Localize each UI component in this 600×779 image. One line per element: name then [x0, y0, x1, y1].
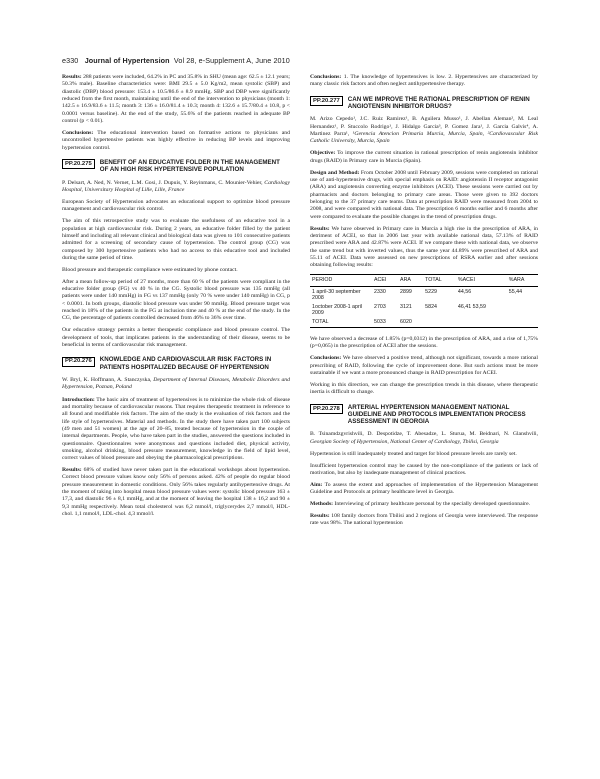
abstract-paragraph: The aim of this retrospective study was to evaluate the usefulness of an educative tool in a population at high cardiovascular risk. During 2 years, an educative folder filled by the patient himself and including all relevant clinical and biological data was given to 101 consecutive patients admitted for a screening of secondary cause of hypertension. The control group (CG) was composed by 300 hypertensive patients who had no access to this educative tool and included during the same period of time.: [62, 218, 290, 262]
section-label: Methods:: [310, 501, 334, 508]
table-cell: [507, 303, 538, 318]
prev-conclusions: Conclusions: The educational intervention based on formative actions to physicians and uncontrolled hypertensive patients was highly effective in reducing BP levels and improving hypertension control.: [62, 129, 290, 151]
abstract-code: PP.20.278: [310, 404, 343, 414]
abstract-authors: [310, 116, 538, 145]
abstract-title: ARTERIAL HYPERTENSION MANAGEMENT NATIONAL GUIDELINE AND PROTOCOLS IMPLEMENTATION PROCESS ASSESSMENT IN GEORGIA: [347, 403, 526, 426]
abstract-title: CAN WE IMPROVE THE RATIONAL PRESCRIPTION OF RENIN ANGIOTENSIN INHIBITOR DRUGS?: [347, 95, 530, 110]
abstract-results: Results: 68% of studied have never taken part in the educational workshops about hypertension. Correct blood pressure values know only 56% of persons asked. 42% of people do regular blood pressure measurement in domestic conditions. Only 56% takes regularly antihypertensive drugs. At the moment of taking into hospital mean blood pressure values were: systolic blood pressure 163 ± 17,3, and diastolic 96 ± 8,1 mmHg, and at the moment of leaving the hospital 138 ± 16,2 and 90 ± 9,3 mmHg respectively. Mean total cholesterol was 6,2 mmol/l, triglycerydes 2,7 mmol/l, HDL-chol. 1,1 mmol/l, LDL-chol. 4,3 mmol/l.: [62, 467, 290, 518]
abstract-275-heading: [62, 159, 290, 174]
prev-results: Results: 288 patients were included, 64.2% in PC and 35.8% in SHU (mean age: 62.5 ± 12.1 years; 50.3% male). Baseline characteristics were: BMI 29.5 ± 5.0 Kg/m2, mean systolic (SBP) and diastolic (DBP) blood pressure: 153.4 ± 10.5/86.6 ± 8.9 mmHg. SBP and DBP were significantly reduced from the first month, maintaining until the end of the intervention to physicians (month 1: 142.5 ± 16.9/83.6 ± 11.5; month 3: 136 ± 16.0/81.4 ± 10.3; month 4: 132.6 ± 15.7/80.4 ± 10.8, p < 0.0001 versus baseline). At the end of the study, 55.6% of the patients reached in adequate BP control (p < 0.01).: [62, 74, 290, 125]
table-cell: 2899: [400, 288, 412, 295]
table-cell: 44,56: [457, 288, 472, 295]
results-table: [310, 274, 538, 328]
abstract-results: Results: We have observed in Primary care in Murcia a high rise in the prescription of ARA, in detriment of ACEI, so that in 2006 last year with available national data, 57.13% of RAID prescribed were ARA and 42.87% were ACEI. If we compare these with national data, we observe the same trend but with inverted values, thus the same year 44.89% were prescribed of ARA and 55.11 of ACEI. Data were assessed on new prescriptions of RSRA earlier and after sessions obtaining following results:: [310, 225, 538, 269]
section-label: Conclusions:: [62, 129, 94, 136]
table-cell: 1october 2008-1 april 2009: [312, 304, 363, 317]
abstract-methods: Methods: Interviewing of primary healthcare personal by the specially developed questionnaire.: [310, 501, 531, 508]
table-cell: 2703: [374, 304, 386, 311]
abstract-277-heading: [310, 96, 538, 111]
section-label: Design and Method:: [310, 169, 360, 176]
abstract-paragraph: We have observed a decrease of 1.85% (p=0,0312) in the prescription of ARA, and a rise of 1,75% (p=0,065) in the prescription of ACEI after the sessions.: [310, 336, 538, 350]
table-cell: TOTAL: [310, 318, 372, 328]
abstract-paragraph: European Society of Hypertension advocates an educational support to optimize blood pressure management and cardiovascular risk control.: [62, 199, 290, 213]
column-header: TOTAL: [423, 275, 456, 287]
section-label: Results:: [310, 225, 330, 232]
abstract-278-heading: [310, 404, 538, 426]
column-header: %ARA: [507, 275, 538, 287]
section-label: Results:: [62, 467, 82, 474]
table-cell: [456, 318, 507, 328]
author-affiliation: Department of Internal Diseases, Metabolic Disorders and Hypertension, Poznan, Poland: [62, 376, 290, 391]
table-cell: 1 april-30 september 2008: [312, 288, 361, 301]
abstract-authors: [62, 180, 290, 195]
abstract-title: KNOWLEDGE AND CARDIOVASCULAR RISK FACTORS IN PATIENTS HOSPITALIZED BECAUSE OF HYPERTENSION: [99, 356, 272, 371]
table-row: [310, 318, 538, 328]
section-label: Results:: [62, 74, 82, 80]
section-label: Conclusions:: [310, 355, 342, 362]
abstract-paragraph: Working in this direction, we can change the prescription trends in this disease, where therapeutic inertia is difficult to change.: [310, 381, 538, 396]
column-header: ARA: [398, 275, 423, 287]
table-cell: 6020: [398, 318, 423, 328]
abstract-paragraph: After a mean follow-up period of 27 months, more than 60 % of the patients were compliant in the educative folder group (FG) vs 40 % in the CG. Systolic blood pressure was 135 mmHg (all patients were under 140 mmHg) in FG vs 137 mmHg (only 70 % were under 140 mmHg) in CG, p < 0.0001. In both groups, diastolic blood pressure was under 90 mmHg. Blood pressure target was reached in 18% of the patients in the FG at inclusion time and 40 % at the end of the study. In the CG, the percentage of patients controlled decreased from 46% to 36% over time.: [62, 278, 290, 322]
section-label: Conclusions:: [310, 74, 342, 80]
column-header: %ACEI: [456, 275, 507, 287]
journal-name: Journal of Hypertension: [84, 56, 170, 65]
section-label: Introduction:: [62, 396, 95, 403]
abstract-276-conclusions: Conclusions: 1. The knowledge of hypertensives is low. 2. Hypertensives are characterized by many classic risk factors and often neglect antihypertensive therapy.: [310, 74, 538, 88]
abstract-code: PP.20.275: [62, 159, 95, 169]
author-affiliation: Cardiology Hospital, Universitary Hospital of Lille, Lille, France: [62, 179, 290, 193]
section-label: Objective:: [310, 150, 336, 157]
table-cell: 3121: [400, 304, 412, 311]
abstract-objective: Objective: To improve the current situation in rational prescription of renin angiotensin inhibitor drugs (RAID) in Primary care in Murcia (Spain).: [310, 150, 538, 164]
author-names: B. Tsinamdzgvrishvili, D. Despotidze, T. Abesadze, L. Sturua, M. Beidnari, N. Glanshvili,: [310, 431, 538, 438]
table-cell: 5229: [425, 288, 437, 295]
abstract-authors: [310, 431, 538, 446]
section-label: Results:: [310, 513, 330, 520]
abstract-conclusions: Conclusions: We have observed a positive trend, although not significant, towards a more rational prescribing of RAID, following the cycle of improvement done. But such actions must be more sustainable if we want a more pronounced change in RAID prescription for ACEI.: [310, 355, 538, 377]
abstract-introduction: Introduction: The basic aim of treatment of hypertensives is to minimize the whole risk of disease and mortality because of cardiovascular reasons. That requires therapeutic treatment in reference to all found and modifiable risk factors. The aim of the study is the evaluation of risk factors and the life style of hypertensives. Material and methods. In the study there have taken part 100 subjects (49 men and 51 women) at the age of 20–85, treated because of hypertension in the couple of internal departments. People, who have taken part in the studies, answered the questions included in questionnaire. Questionnaires were anonymous and questions included diet, physical activity, smoking, alcohol drinking, blood pressure measurement, knowledge in the field of lipid level, correct values of blood pressure and obeying the pharmacological prescriptions.: [62, 396, 290, 462]
running-header: [62, 56, 290, 65]
table-cell: 5824: [425, 304, 437, 311]
author-affiliation: Georgian Society of Hypertension, National Center of Cardiology, Tbilisi, Georgia: [310, 438, 499, 445]
table-cell: 2330: [374, 288, 386, 295]
abstract-paragraph: Insufficient hypertension control may be caused by the non-compliance of the patients or lack of motivation, but also by inadequate management of clinical practices.: [310, 462, 538, 477]
abstract-aim: Aim: To assess the extent and approaches of implementation of the Hypertension Management Guideline and Protocols at primary healthcare level in Georgia.: [310, 482, 538, 496]
table-cell: 5033: [372, 318, 398, 328]
abstract-results: Results: 108 family doctors from Tbilisi and 2 regions of Georgia were interviewed. The response rate was 98%. The national hypertension: [310, 513, 538, 527]
table-cell: [423, 318, 456, 328]
table-row: [310, 303, 538, 318]
left-column: [62, 74, 290, 523]
journal-issue: Vol 28, e-Supplement A, June 2010: [173, 56, 290, 65]
section-label: Aim:: [310, 482, 323, 489]
author-names: W. Bryl, K. Hoffmann, A. Stanczyska,: [62, 376, 152, 383]
abstract-authors: [62, 377, 290, 392]
column-header: ACEI: [372, 275, 398, 287]
author-names: P. Delsart, A. Ned, N. Vernet, L.M. Gosi, J. Dupuis, Y. Reyinmans, C. Mounier-Vehier,: [62, 179, 263, 186]
table-cell: 46,41 53,59: [457, 304, 486, 311]
right-column: [310, 74, 538, 532]
abstract-title: BENEFIT OF AN EDUCATIVE FOLDER IN THE MANAGEMENT OF AN HIGH RISK HYPERTENSIVE POPULATION: [99, 158, 280, 174]
abstract-code: PP.20.277: [310, 96, 343, 106]
author-names: M. Arizo Cepedo¹, J.C. Ruiz Ramirez¹, B. Aguilera Musso¹, J. Abellan Aleman², M. Leal Hernandez¹, P. Stuccolo Rodrigo¹, J. Hidalgo Garcia³, P. Gomez Jara¹, J. Garcia Galvis⁴, A. Martinez Parra¹,: [310, 116, 538, 137]
abstract-paragraph: Our educative strategy permits a better therapeutic compliance and blood pressure control. The development of tools, that implicates patients in the understanding of their disease, seems to be beneficial in terms of cardiovascular risk management.: [62, 327, 290, 348]
author-affiliation: ¹Gerencia Atencion Primaria Murcia, Murcia, Spain, ²Cardiovascular Risk Catholic University, Murcia, Spain: [310, 130, 539, 145]
abstract-paragraph: Blood pressure and therapeutic compliance were estimated by phone contact.: [62, 266, 238, 273]
table-cell: 55,44: [508, 288, 523, 295]
table-cell: [507, 318, 538, 328]
abstract-code: PP.20.276: [62, 357, 95, 367]
column-header: PERIOD: [310, 275, 372, 287]
page-number: e330: [62, 56, 79, 65]
abstract-276-heading: [62, 356, 290, 371]
abstract-paragraph: Hypertension is still inadequately treated and target for blood pressure levels are rarely set.: [310, 451, 517, 458]
table-row: [310, 287, 538, 303]
table-header-row: [310, 275, 538, 287]
abstract-design: Design and Method: From October 2008 until February 2009, sessions were completed on rational use of anti-hypertensive drugs, with special emphasis on RAID: angiotensin II receptor antagonist (ARA) and angiotensin converting enzyme inhibitors (ACEI). These sessions were carried out by pharmacists and doctors belonging to primary care areas. Those were given to 392 doctors belonging to the 37 primary care teams. Data at prescription RAID were measured from 2004 to 2008, and were compared with national data. The prescription 6 months earlier and 6 months after were compared to evaluate the possible changes in the trend of prescription drugs.: [310, 169, 539, 220]
